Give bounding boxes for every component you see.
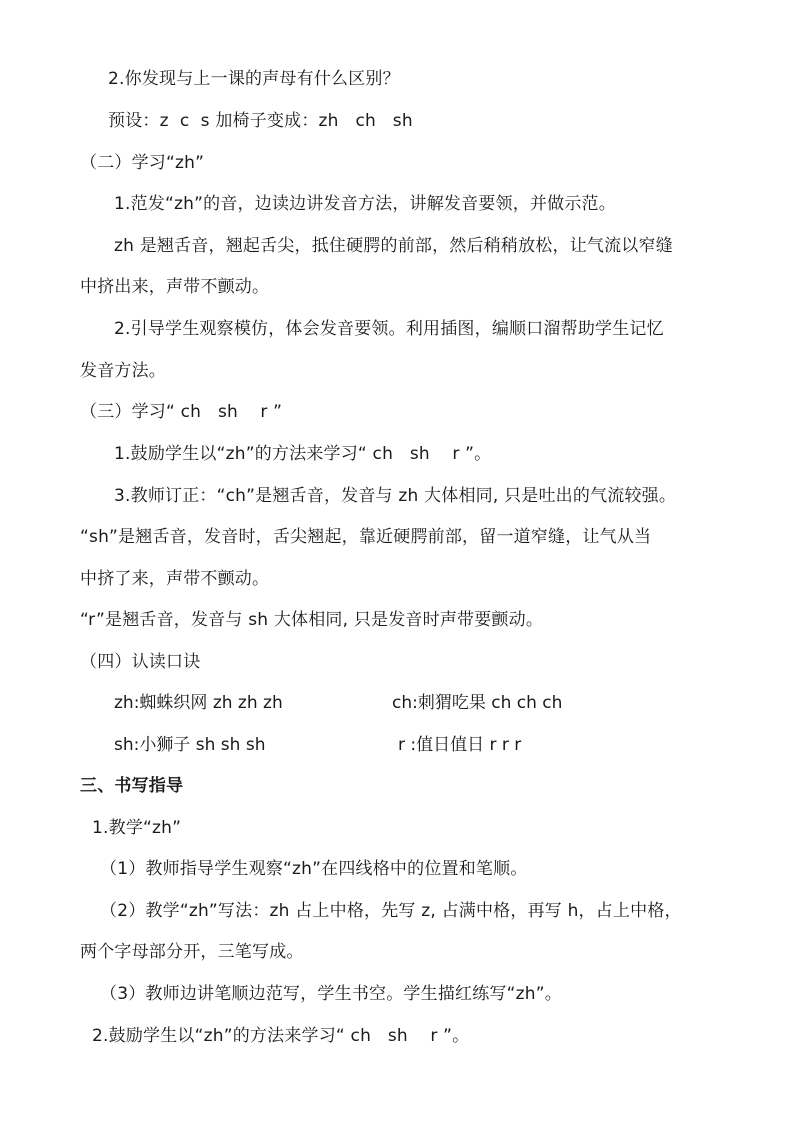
paragraph-line: 中挤了来，声带不颤动。 [80,569,270,589]
paragraph-line: 2.鼓励学生以“zh”的方法来学习“ ch sh r ”。 [92,1026,470,1046]
chant-ch: ch:刺猬吃果 ch ch ch [392,693,563,713]
paragraph-line: 1.鼓励学生以“zh”的方法来学习“ ch sh r ”。 [114,444,492,464]
paragraph-line: “sh”是翘舌音，发音时，舌尖翘起，靠近硬腭前部，留一道窄缝，让气从当 [80,527,652,547]
question-line: 2.你发现与上一课的声母有什么区别？ [108,69,400,89]
paragraph-line: （1）教师指导学生观察“zh”在四线格中的位置和笔顺。 [100,859,528,879]
section-3-heading: （三）学习“ ch sh r ” [80,402,283,422]
section-2-heading: （二）学习“zh” [80,153,205,173]
paragraph-line: “r”是翘舌音，发音与 sh 大体相同, 只是发音时声带要颤动。 [80,610,544,630]
paragraph-line: 1.教学“zh” [92,818,182,838]
paragraph-line: zh 是翘舌音，翘起舌尖，抵住硬腭的前部，然后稍稍放松，让气流以窄缝 [114,236,673,256]
chant-sh: sh:小狮子 sh sh sh [114,735,266,755]
chant-zh: zh:蜘蛛织网 zh zh zh [114,693,283,713]
writing-guide-heading: 三、书写指导 [80,776,184,796]
chant-r: r :值日值日 r r r [398,735,522,755]
paragraph-line: 两个字母部分开，三笔写成。 [80,942,304,962]
preset-line: 预设：z c s 加椅子变成：zh ch sh [108,111,413,131]
paragraph-line: （3）教师边讲笔顺边范写，学生书空。学生描红练写“zh”。 [100,984,562,1004]
paragraph-line: 发音方法。 [80,361,166,381]
paragraph-line: 中挤出来，声带不颤动。 [80,277,270,297]
paragraph-line: （2）教学“zh”写法：zh 占上中格，先写 z, 占满中格，再写 h，占上中格， [100,901,682,921]
paragraph-line: 1.范发“zh”的音，边读边讲发音方法，讲解发音要领，并做示范。 [114,194,616,214]
paragraph-line: 2.引导学生观察模仿，体会发音要领。利用插图，编顺口溜帮助学生记忆 [114,319,664,339]
section-4-heading: （四）认读口诀 [80,652,201,672]
paragraph-line: 3.教师订正：“ch”是翘舌音，发音与 zh 大体相同, 只是吐出的气流较强。 [114,486,677,506]
